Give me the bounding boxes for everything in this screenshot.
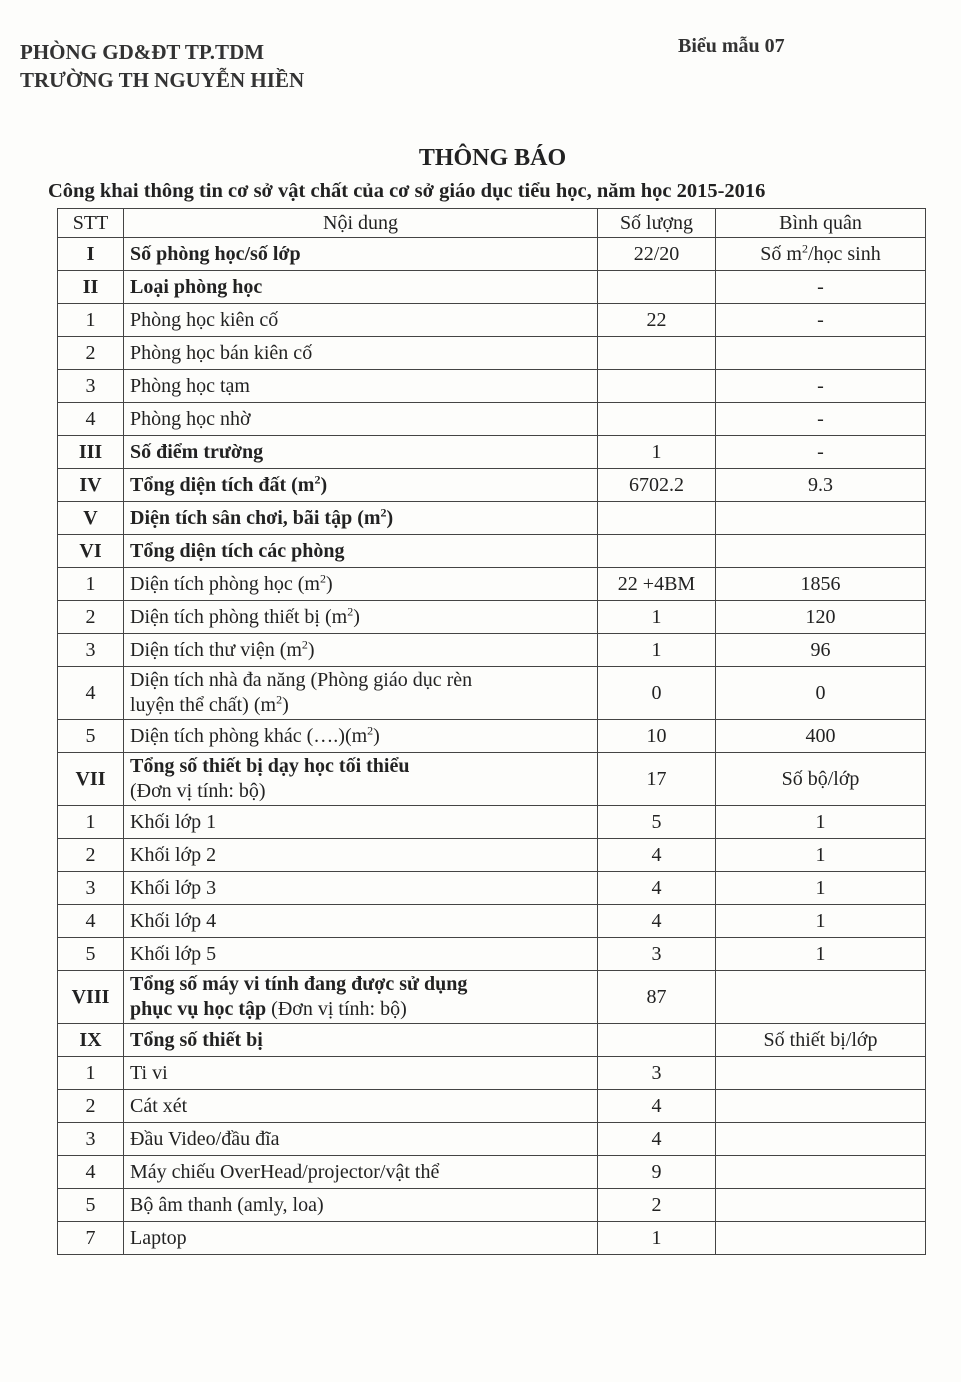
table-row — [58, 1057, 926, 1090]
row-average — [716, 502, 926, 535]
header-content: Nội dung — [124, 209, 598, 238]
row-stt: 2 — [58, 839, 124, 872]
row-average: 96 — [716, 634, 926, 667]
row-stt: 2 — [58, 601, 124, 634]
row-stt: 4 — [58, 403, 124, 436]
row-average: 1 — [716, 872, 926, 905]
row-content: Phòng học bán kiên cố — [124, 337, 598, 370]
row-content-line2-bold: phục vụ học tập — [130, 998, 267, 1020]
row-quantity — [598, 271, 716, 304]
row-content: Laptop — [124, 1222, 598, 1255]
row-quantity: 22 +4BM — [598, 568, 716, 601]
row-stt: VI — [58, 535, 124, 568]
row-average — [716, 1057, 926, 1090]
row-quantity: 3 — [598, 938, 716, 971]
row-content: Diện tích phòng thiết bị $(m^2)$ — [124, 601, 598, 634]
row-content: Máy chiếu OverHead/projector/vật thể — [124, 1156, 598, 1189]
row-content: Phòng học kiên cố — [124, 304, 598, 337]
row-average: - — [716, 271, 926, 304]
table-row — [58, 1123, 926, 1156]
row-stt: 1 — [58, 568, 124, 601]
row-quantity: 5 — [598, 806, 716, 839]
row-quantity: 4 — [598, 839, 716, 872]
form-number: Biểu mẫu 07 — [678, 35, 785, 57]
row-quantity: 4 — [598, 1090, 716, 1123]
table-row — [58, 1222, 926, 1255]
row-content: Diện tích thư viện $(m^2)$ — [124, 634, 598, 667]
row-stt: 3 — [58, 370, 124, 403]
row-content-line2: (Đơn vị tính: bộ) — [130, 780, 266, 802]
table-row — [58, 938, 926, 971]
table-row — [58, 971, 926, 1024]
row-content: Bộ âm thanh (amly, loa) — [124, 1189, 598, 1222]
row-quantity: 1 — [598, 1222, 716, 1255]
table-row — [58, 568, 926, 601]
row-quantity — [598, 337, 716, 370]
table-row — [58, 502, 926, 535]
row-content-line1: Tổng số máy vi tính đang được sử dụng — [130, 973, 468, 995]
row-average: - — [716, 436, 926, 469]
row-content: Khối lớp 1 — [124, 806, 598, 839]
table-row — [58, 238, 926, 271]
row-stt: 3 — [58, 1123, 124, 1156]
row-stt: I — [58, 238, 124, 271]
row-content-line2 — [130, 997, 591, 1022]
row-stt: II — [58, 271, 124, 304]
row-quantity — [598, 370, 716, 403]
row-stt: IV — [58, 469, 124, 502]
row-quantity: 9 — [598, 1156, 716, 1189]
row-stt: 7 — [58, 1222, 124, 1255]
header-left — [20, 38, 304, 94]
row-average: 9.3 — [716, 469, 926, 502]
table-row — [58, 806, 926, 839]
row-stt: VII — [58, 753, 124, 806]
row-average: - — [716, 403, 926, 436]
row-content: Diện tích sân chơi, bãi tập $(m^2)$ — [124, 502, 598, 535]
row-average: - — [716, 304, 926, 337]
row-average — [716, 1156, 926, 1189]
row-stt: 2 — [58, 337, 124, 370]
row-content: Loại phòng học — [124, 271, 598, 304]
row-stt: 2 — [58, 1090, 124, 1123]
row-content: Phòng học nhờ — [124, 403, 598, 436]
row-average: 400 — [716, 720, 926, 753]
facilities-table — [57, 208, 926, 1255]
row-average: 1 — [716, 938, 926, 971]
row-quantity: 4 — [598, 872, 716, 905]
table-row — [58, 601, 926, 634]
table-row — [58, 1024, 926, 1057]
page-subtitle: Công khai thông tin cơ sở vật chất của cơ sở giáo dục tiểu học, năm học 2015-2016 — [48, 180, 766, 202]
row-content: Khối lớp 2 — [124, 839, 598, 872]
row-stt: 4 — [58, 667, 124, 720]
row-stt: 5 — [58, 1189, 124, 1222]
row-content-line2: luyện thể chất) $(m^2)$ — [130, 692, 289, 716]
row-average — [716, 1189, 926, 1222]
table-row — [58, 1189, 926, 1222]
row-quantity: 17 — [598, 753, 716, 806]
row-stt: 1 — [58, 806, 124, 839]
row-content: Khối lớp 3 — [124, 872, 598, 905]
row-average: 1 — [716, 806, 926, 839]
row-quantity: 4 — [598, 1123, 716, 1156]
row-average — [716, 1090, 926, 1123]
row-average — [716, 337, 926, 370]
table-row — [58, 720, 926, 753]
department-name: PHÒNG GD&ĐT TP.TDM — [20, 40, 265, 64]
row-content: Tổng số thiết bị — [124, 1024, 598, 1057]
row-quantity — [598, 535, 716, 568]
table-row — [58, 1090, 926, 1123]
row-stt: 3 — [58, 634, 124, 667]
table-row — [58, 337, 926, 370]
row-average: Số bộ/lớp — [716, 753, 926, 806]
row-content: Số phòng học/số lớp — [124, 238, 598, 271]
header-quantity: Số lượng — [598, 209, 716, 238]
row-content: Khối lớp 4 — [124, 905, 598, 938]
row-stt: III — [58, 436, 124, 469]
row-content: Diện tích phòng học $(m^2)$ — [124, 568, 598, 601]
table-row — [58, 1156, 926, 1189]
row-stt: VIII — [58, 971, 124, 1024]
row-average — [716, 1222, 926, 1255]
table-row — [58, 271, 926, 304]
row-average: 1856 — [716, 568, 926, 601]
row-quantity: 22/20 — [598, 238, 716, 271]
row-quantity: 0 — [598, 667, 716, 720]
row-average — [716, 1123, 926, 1156]
row-average: 120 — [716, 601, 926, 634]
table-row — [58, 634, 926, 667]
row-stt: IX — [58, 1024, 124, 1057]
table-row — [58, 872, 926, 905]
row-content-line2-unit: (Đơn vị tính: bộ) — [271, 998, 407, 1020]
row-quantity: 87 — [598, 971, 716, 1024]
row-content: Đầu Video/đầu đĩa — [124, 1123, 598, 1156]
row-average: Số thiết bị/lớp — [716, 1024, 926, 1057]
row-quantity: 1 — [598, 436, 716, 469]
row-content: Tổng diện tích đất $(m^2)$ — [124, 469, 598, 502]
row-content — [124, 667, 598, 720]
table-row — [58, 839, 926, 872]
row-quantity: 2 — [598, 1189, 716, 1222]
row-quantity: 3 — [598, 1057, 716, 1090]
row-average — [716, 971, 926, 1024]
row-quantity: 6702.2 — [598, 469, 716, 502]
table-row — [58, 370, 926, 403]
row-content: Cát xét — [124, 1090, 598, 1123]
row-stt: 5 — [58, 938, 124, 971]
row-content-line1: Diện tích nhà đa năng (Phòng giáo dục rèn — [130, 669, 473, 691]
row-content — [124, 971, 598, 1024]
row-stt: 5 — [58, 720, 124, 753]
row-quantity: 22 — [598, 304, 716, 337]
row-stt: 4 — [58, 905, 124, 938]
table-row — [58, 304, 926, 337]
table-row — [58, 667, 926, 720]
row-average: 1 — [716, 839, 926, 872]
row-quantity — [598, 502, 716, 535]
row-content: Diện tích phòng khác $(\dots.)(m^2)$ — [124, 720, 598, 753]
row-average: - — [716, 370, 926, 403]
page-title: THÔNG BÁO — [418, 145, 567, 171]
school-name: TRƯỜNG TH NGUYỄN HIỀN — [20, 68, 305, 92]
row-content: Tổng diện tích các phòng — [124, 535, 598, 568]
row-content: Khối lớp 5 — [124, 938, 598, 971]
row-quantity: 10 — [598, 720, 716, 753]
row-content — [124, 753, 598, 806]
row-average: 1 — [716, 905, 926, 938]
row-average — [716, 535, 926, 568]
table-header-row — [58, 209, 926, 238]
header-stt: STT — [58, 209, 124, 238]
table-row — [58, 469, 926, 502]
table-row — [58, 905, 926, 938]
row-average: 0 — [716, 667, 926, 720]
row-quantity — [598, 403, 716, 436]
row-stt: 3 — [58, 872, 124, 905]
row-stt: V — [58, 502, 124, 535]
row-stt: 4 — [58, 1156, 124, 1189]
row-quantity: 4 — [598, 905, 716, 938]
row-quantity — [598, 1024, 716, 1057]
row-content: Phòng học tạm — [124, 370, 598, 403]
row-content: Ti vi — [124, 1057, 598, 1090]
row-content: Số điểm trường — [124, 436, 598, 469]
row-stt: 1 — [58, 1057, 124, 1090]
table-row — [58, 753, 926, 806]
row-content-line1: Tổng số thiết bị dạy học tối thiểu — [130, 755, 410, 777]
table-row — [58, 403, 926, 436]
row-quantity: 1 — [598, 634, 716, 667]
table-row — [58, 436, 926, 469]
header-average: Bình quân — [716, 209, 926, 238]
row-average: Số $m^2$/học sinh — [716, 238, 926, 271]
table-row — [58, 535, 926, 568]
row-quantity: 1 — [598, 601, 716, 634]
row-stt: 1 — [58, 304, 124, 337]
